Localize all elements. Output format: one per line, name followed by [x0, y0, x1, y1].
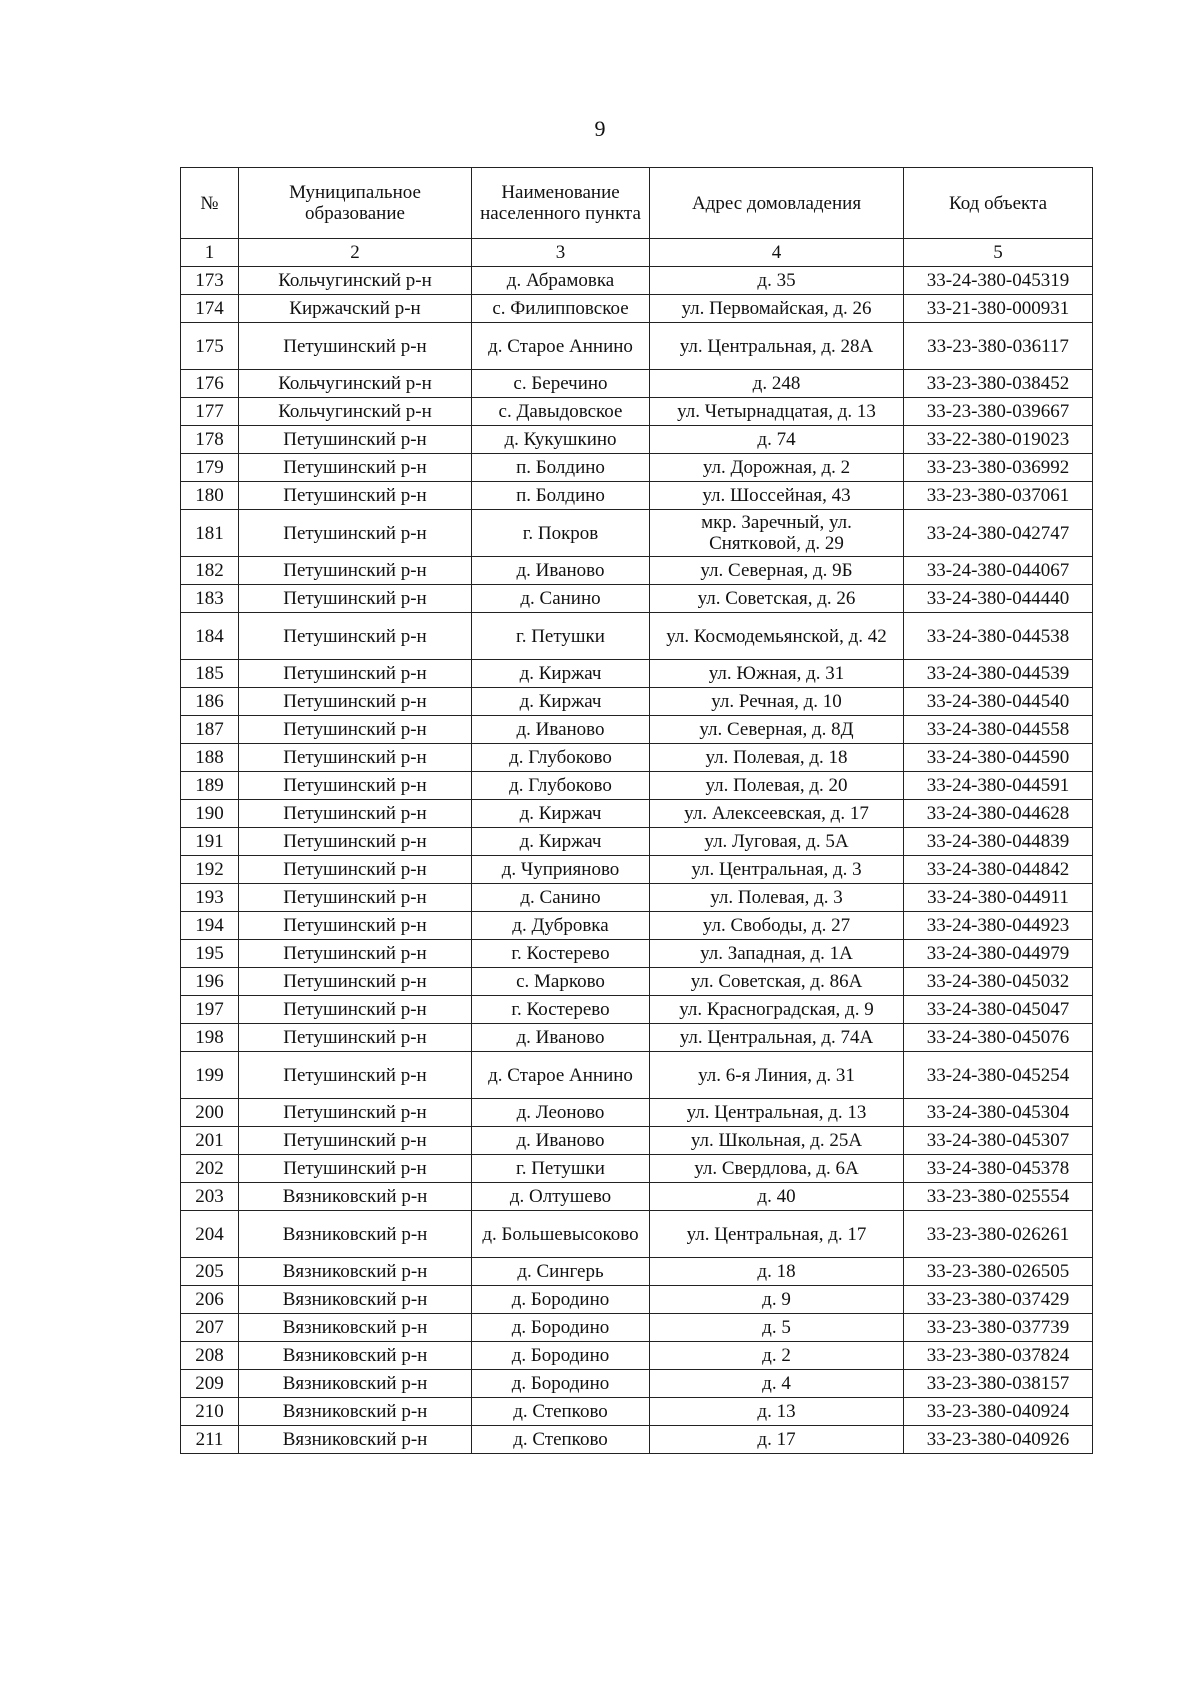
object-code-cell: 33-24-380-044628 — [904, 800, 1093, 828]
municipality-cell: Вязниковский р-н — [239, 1314, 472, 1342]
table-row — [181, 1258, 1093, 1286]
address-cell: ул. Южная, д. 31 — [650, 660, 904, 688]
address-cell: ул. Четырнадцатая, д. 13 — [650, 398, 904, 426]
row-number: 203 — [181, 1183, 239, 1211]
municipality-cell: Петушинский р-н — [239, 940, 472, 968]
table-row — [181, 1211, 1093, 1258]
registry-table — [180, 167, 1093, 1454]
row-number: 199 — [181, 1052, 239, 1099]
object-code-cell: 33-23-380-039667 — [904, 398, 1093, 426]
table-row — [181, 1024, 1093, 1052]
row-number: 209 — [181, 1370, 239, 1398]
object-code-cell: 33-24-380-045047 — [904, 996, 1093, 1024]
municipality-cell: Вязниковский р-н — [239, 1286, 472, 1314]
table-row — [181, 828, 1093, 856]
header-settlement: Наименование населенного пункта — [472, 168, 650, 239]
column-number: 1 — [181, 239, 239, 267]
address-cell: ул. Полевая, д. 18 — [650, 744, 904, 772]
settlement-cell: п. Болдино — [472, 454, 650, 482]
table-row — [181, 1398, 1093, 1426]
settlement-cell: д. Киржач — [472, 800, 650, 828]
row-number: 175 — [181, 323, 239, 370]
object-code-cell: 33-24-380-044558 — [904, 716, 1093, 744]
table-row — [181, 426, 1093, 454]
object-code-cell: 33-24-380-045076 — [904, 1024, 1093, 1052]
table-row — [181, 1370, 1093, 1398]
table-row — [181, 660, 1093, 688]
settlement-cell: д. Степково — [472, 1426, 650, 1454]
municipality-cell: Петушинский р-н — [239, 557, 472, 585]
table-row — [181, 398, 1093, 426]
municipality-cell: Петушинский р-н — [239, 1127, 472, 1155]
address-cell: ул. Алексеевская, д. 17 — [650, 800, 904, 828]
municipality-cell: Петушинский р-н — [239, 482, 472, 510]
settlement-cell: д. Киржач — [472, 828, 650, 856]
table-row — [181, 370, 1093, 398]
settlement-cell: д. Иваново — [472, 1127, 650, 1155]
row-number: 183 — [181, 585, 239, 613]
address-cell: ул. Свердлова, д. 6А — [650, 1155, 904, 1183]
settlement-cell: д. Санино — [472, 884, 650, 912]
address-cell: ул. Свободы, д. 27 — [650, 912, 904, 940]
settlement-cell: д. Сингерь — [472, 1258, 650, 1286]
settlement-cell: д. Иваново — [472, 1024, 650, 1052]
object-code-cell: 33-21-380-000931 — [904, 295, 1093, 323]
settlement-cell: д. Санино — [472, 585, 650, 613]
object-code-cell: 33-24-380-044842 — [904, 856, 1093, 884]
settlement-cell: д. Степково — [472, 1398, 650, 1426]
row-number: 173 — [181, 267, 239, 295]
settlement-cell: д. Кукушкино — [472, 426, 650, 454]
table-row — [181, 1052, 1093, 1099]
address-cell: д. 17 — [650, 1426, 904, 1454]
row-number: 187 — [181, 716, 239, 744]
table-row — [181, 968, 1093, 996]
address-cell: ул. Северная, д. 9Б — [650, 557, 904, 585]
address-cell: ул. Северная, д. 8Д — [650, 716, 904, 744]
object-code-cell: 33-24-380-045032 — [904, 968, 1093, 996]
settlement-cell: п. Болдино — [472, 482, 650, 510]
municipality-cell: Петушинский р-н — [239, 800, 472, 828]
municipality-cell: Петушинский р-н — [239, 884, 472, 912]
settlement-cell: д. Иваново — [472, 716, 650, 744]
table-row — [181, 772, 1093, 800]
row-number: 208 — [181, 1342, 239, 1370]
row-number: 196 — [181, 968, 239, 996]
table-row — [181, 1183, 1093, 1211]
object-code-cell: 33-23-380-037061 — [904, 482, 1093, 510]
address-cell: д. 5 — [650, 1314, 904, 1342]
object-code-cell: 33-24-380-044911 — [904, 884, 1093, 912]
settlement-cell: г. Костерево — [472, 940, 650, 968]
object-code-cell: 33-23-380-038452 — [904, 370, 1093, 398]
address-cell: ул. Советская, д. 26 — [650, 585, 904, 613]
header-number: № — [181, 168, 239, 239]
object-code-cell: 33-23-380-037824 — [904, 1342, 1093, 1370]
table-row — [181, 454, 1093, 482]
row-number: 197 — [181, 996, 239, 1024]
column-number: 5 — [904, 239, 1093, 267]
object-code-cell: 33-24-380-044067 — [904, 557, 1093, 585]
object-code-cell: 33-23-380-025554 — [904, 1183, 1093, 1211]
municipality-cell: Петушинский р-н — [239, 856, 472, 884]
table-row — [181, 510, 1093, 557]
row-number: 210 — [181, 1398, 239, 1426]
table-row — [181, 1314, 1093, 1342]
table-row — [181, 716, 1093, 744]
settlement-cell: д. Бородино — [472, 1314, 650, 1342]
settlement-cell: д. Дубровка — [472, 912, 650, 940]
table-row — [181, 585, 1093, 613]
address-cell: ул. Полевая, д. 3 — [650, 884, 904, 912]
settlement-cell: д. Старое Аннино — [472, 1052, 650, 1099]
settlement-cell: д. Глубоково — [472, 744, 650, 772]
object-code-cell: 33-23-380-036992 — [904, 454, 1093, 482]
row-number: 205 — [181, 1258, 239, 1286]
municipality-cell: Кольчугинский р-н — [239, 267, 472, 295]
address-cell: ул. Первомайская, д. 26 — [650, 295, 904, 323]
table-row — [181, 1286, 1093, 1314]
address-cell: ул. Школьная, д. 25А — [650, 1127, 904, 1155]
object-code-cell: 33-23-380-040924 — [904, 1398, 1093, 1426]
row-number: 180 — [181, 482, 239, 510]
address-cell: д. 4 — [650, 1370, 904, 1398]
settlement-cell: д. Бородино — [472, 1342, 650, 1370]
address-cell: ул. Центральная, д. 17 — [650, 1211, 904, 1258]
object-code-cell: 33-24-380-044440 — [904, 585, 1093, 613]
settlement-cell: с. Филипповское — [472, 295, 650, 323]
table-row — [181, 884, 1093, 912]
column-number: 4 — [650, 239, 904, 267]
object-code-cell: 33-23-380-037739 — [904, 1314, 1093, 1342]
address-cell: ул. Полевая, д. 20 — [650, 772, 904, 800]
header-address: Адрес домовладения — [650, 168, 904, 239]
settlement-cell: д. Старое Аннино — [472, 323, 650, 370]
row-number: 186 — [181, 688, 239, 716]
address-cell: ул. Советская, д. 86А — [650, 968, 904, 996]
municipality-cell: Петушинский р-н — [239, 996, 472, 1024]
municipality-cell: Кольчугинский р-н — [239, 370, 472, 398]
object-code-cell: 33-23-380-026505 — [904, 1258, 1093, 1286]
settlement-cell: д. Чуприяново — [472, 856, 650, 884]
address-cell: ул. Центральная, д. 13 — [650, 1099, 904, 1127]
address-cell: д. 248 — [650, 370, 904, 398]
address-cell: ул. Западная, д. 1А — [650, 940, 904, 968]
settlement-cell: д. Абрамовка — [472, 267, 650, 295]
municipality-cell: Петушинский р-н — [239, 772, 472, 800]
address-cell: ул. Луговая, д. 5А — [650, 828, 904, 856]
header-row — [181, 168, 1093, 239]
settlement-cell: д. Киржач — [472, 660, 650, 688]
row-number: 179 — [181, 454, 239, 482]
row-number: 184 — [181, 613, 239, 660]
table-row — [181, 800, 1093, 828]
address-cell: ул. Центральная, д. 3 — [650, 856, 904, 884]
municipality-cell: Вязниковский р-н — [239, 1342, 472, 1370]
table-row — [181, 1155, 1093, 1183]
address-cell: ул. Центральная, д. 28А — [650, 323, 904, 370]
object-code-cell: 33-24-380-045307 — [904, 1127, 1093, 1155]
row-number: 192 — [181, 856, 239, 884]
header-municipality: Муниципальное образование — [239, 168, 472, 239]
address-cell: д. 9 — [650, 1286, 904, 1314]
object-code-cell: 33-24-380-044590 — [904, 744, 1093, 772]
municipality-cell: Петушинский р-н — [239, 688, 472, 716]
municipality-cell: Вязниковский р-н — [239, 1183, 472, 1211]
row-number: 188 — [181, 744, 239, 772]
municipality-cell: Киржачский р-н — [239, 295, 472, 323]
row-number: 193 — [181, 884, 239, 912]
settlement-cell: г. Петушки — [472, 1155, 650, 1183]
row-number: 198 — [181, 1024, 239, 1052]
settlement-cell: г. Петушки — [472, 613, 650, 660]
object-code-cell: 33-23-380-026261 — [904, 1211, 1093, 1258]
settlement-cell: д. Глубоково — [472, 772, 650, 800]
object-code-cell: 33-24-380-044839 — [904, 828, 1093, 856]
row-number: 189 — [181, 772, 239, 800]
address-cell: ул. Речная, д. 10 — [650, 688, 904, 716]
row-number: 185 — [181, 660, 239, 688]
address-cell: ул. Центральная, д. 74А — [650, 1024, 904, 1052]
settlement-cell: г. Костерево — [472, 996, 650, 1024]
row-number: 178 — [181, 426, 239, 454]
table-row — [181, 688, 1093, 716]
address-cell: мкр. Заречный, ул. Сняткoвой, д. 29 — [650, 510, 904, 557]
settlement-cell: с. Беречино — [472, 370, 650, 398]
municipality-cell: Петушинский р-н — [239, 716, 472, 744]
page-number: 9 — [594, 116, 606, 141]
settlement-cell: д. Бородино — [472, 1286, 650, 1314]
table-row — [181, 1426, 1093, 1454]
row-number: 177 — [181, 398, 239, 426]
object-code-cell: 33-24-380-044539 — [904, 660, 1093, 688]
municipality-cell: Петушинский р-н — [239, 510, 472, 557]
row-number: 206 — [181, 1286, 239, 1314]
object-code-cell: 33-24-380-045254 — [904, 1052, 1093, 1099]
table-row — [181, 323, 1093, 370]
table-row — [181, 912, 1093, 940]
object-code-cell: 33-24-380-042747 — [904, 510, 1093, 557]
table-row — [181, 1342, 1093, 1370]
settlement-cell: с. Давыдовское — [472, 398, 650, 426]
municipality-cell: Вязниковский р-н — [239, 1370, 472, 1398]
settlement-cell: д. Иваново — [472, 557, 650, 585]
municipality-cell: Петушинский р-н — [239, 1155, 472, 1183]
row-number: 182 — [181, 557, 239, 585]
municipality-cell: Вязниковский р-н — [239, 1211, 472, 1258]
row-number: 204 — [181, 1211, 239, 1258]
object-code-cell: 33-22-380-019023 — [904, 426, 1093, 454]
municipality-cell: Петушинский р-н — [239, 1099, 472, 1127]
object-code-cell: 33-23-380-040926 — [904, 1426, 1093, 1454]
settlement-cell: с. Марково — [472, 968, 650, 996]
object-code-cell: 33-23-380-036117 — [904, 323, 1093, 370]
municipality-cell: Петушинский р-н — [239, 968, 472, 996]
address-cell: д. 2 — [650, 1342, 904, 1370]
row-number: 201 — [181, 1127, 239, 1155]
municipality-cell: Петушинский р-н — [239, 660, 472, 688]
row-number: 195 — [181, 940, 239, 968]
row-number: 194 — [181, 912, 239, 940]
table-row — [181, 267, 1093, 295]
object-code-cell: 33-24-380-045378 — [904, 1155, 1093, 1183]
address-cell: ул. Красноградская, д. 9 — [650, 996, 904, 1024]
object-code-cell: 33-24-380-044591 — [904, 772, 1093, 800]
settlement-cell: д. Олтушево — [472, 1183, 650, 1211]
municipality-cell: Вязниковский р-н — [239, 1426, 472, 1454]
table-row — [181, 557, 1093, 585]
row-number: 202 — [181, 1155, 239, 1183]
table-body — [181, 267, 1093, 1454]
row-number: 176 — [181, 370, 239, 398]
column-number: 2 — [239, 239, 472, 267]
address-cell: ул. Шоссейная, 43 — [650, 482, 904, 510]
municipality-cell: Петушинский р-н — [239, 454, 472, 482]
table-row — [181, 295, 1093, 323]
address-cell: д. 18 — [650, 1258, 904, 1286]
table-row — [181, 1099, 1093, 1127]
municipality-cell: Петушинский р-н — [239, 912, 472, 940]
object-code-cell: 33-24-380-044540 — [904, 688, 1093, 716]
table-row — [181, 744, 1093, 772]
address-cell: д. 40 — [650, 1183, 904, 1211]
table-row — [181, 856, 1093, 884]
settlement-cell: д. Бородино — [472, 1370, 650, 1398]
object-code-cell: 33-24-380-045319 — [904, 267, 1093, 295]
object-code-cell: 33-24-380-044923 — [904, 912, 1093, 940]
row-number: 200 — [181, 1099, 239, 1127]
municipality-cell: Петушинский р-н — [239, 426, 472, 454]
row-number: 211 — [181, 1426, 239, 1454]
municipality-cell: Вязниковский р-н — [239, 1258, 472, 1286]
settlement-cell: г. Покров — [472, 510, 650, 557]
municipality-cell: Петушинский р-н — [239, 828, 472, 856]
municipality-cell: Петушинский р-н — [239, 1052, 472, 1099]
row-number: 174 — [181, 295, 239, 323]
object-code-cell: 33-23-380-037429 — [904, 1286, 1093, 1314]
object-code-cell: 33-24-380-044538 — [904, 613, 1093, 660]
table-row — [181, 940, 1093, 968]
settlement-cell: д. Леоново — [472, 1099, 650, 1127]
address-cell: ул. 6-я Линия, д. 31 — [650, 1052, 904, 1099]
address-cell: д. 74 — [650, 426, 904, 454]
table-row — [181, 482, 1093, 510]
municipality-cell: Петушинский р-н — [239, 744, 472, 772]
row-number: 191 — [181, 828, 239, 856]
object-code-cell: 33-24-380-044979 — [904, 940, 1093, 968]
settlement-cell: д. Большевысоково — [472, 1211, 650, 1258]
row-number: 207 — [181, 1314, 239, 1342]
municipality-cell: Вязниковский р-н — [239, 1398, 472, 1426]
table-row — [181, 613, 1093, 660]
municipality-cell: Кольчугинский р-н — [239, 398, 472, 426]
table-row — [181, 996, 1093, 1024]
municipality-cell: Петушинский р-н — [239, 585, 472, 613]
municipality-cell: Петушинский р-н — [239, 1024, 472, 1052]
address-cell: д. 13 — [650, 1398, 904, 1426]
column-number: 3 — [472, 239, 650, 267]
table-row — [181, 1127, 1093, 1155]
address-cell: ул. Дорожная, д. 2 — [650, 454, 904, 482]
municipality-cell: Петушинский р-н — [239, 613, 472, 660]
object-code-cell: 33-24-380-045304 — [904, 1099, 1093, 1127]
address-cell: д. 35 — [650, 267, 904, 295]
settlement-cell: д. Киржач — [472, 688, 650, 716]
column-numbers-row — [181, 239, 1093, 267]
row-number: 190 — [181, 800, 239, 828]
header-object-code: Код объекта — [904, 168, 1093, 239]
object-code-cell: 33-23-380-038157 — [904, 1370, 1093, 1398]
address-cell: ул. Космодемьянской, д. 42 — [650, 613, 904, 660]
row-number: 181 — [181, 510, 239, 557]
municipality-cell: Петушинский р-н — [239, 323, 472, 370]
